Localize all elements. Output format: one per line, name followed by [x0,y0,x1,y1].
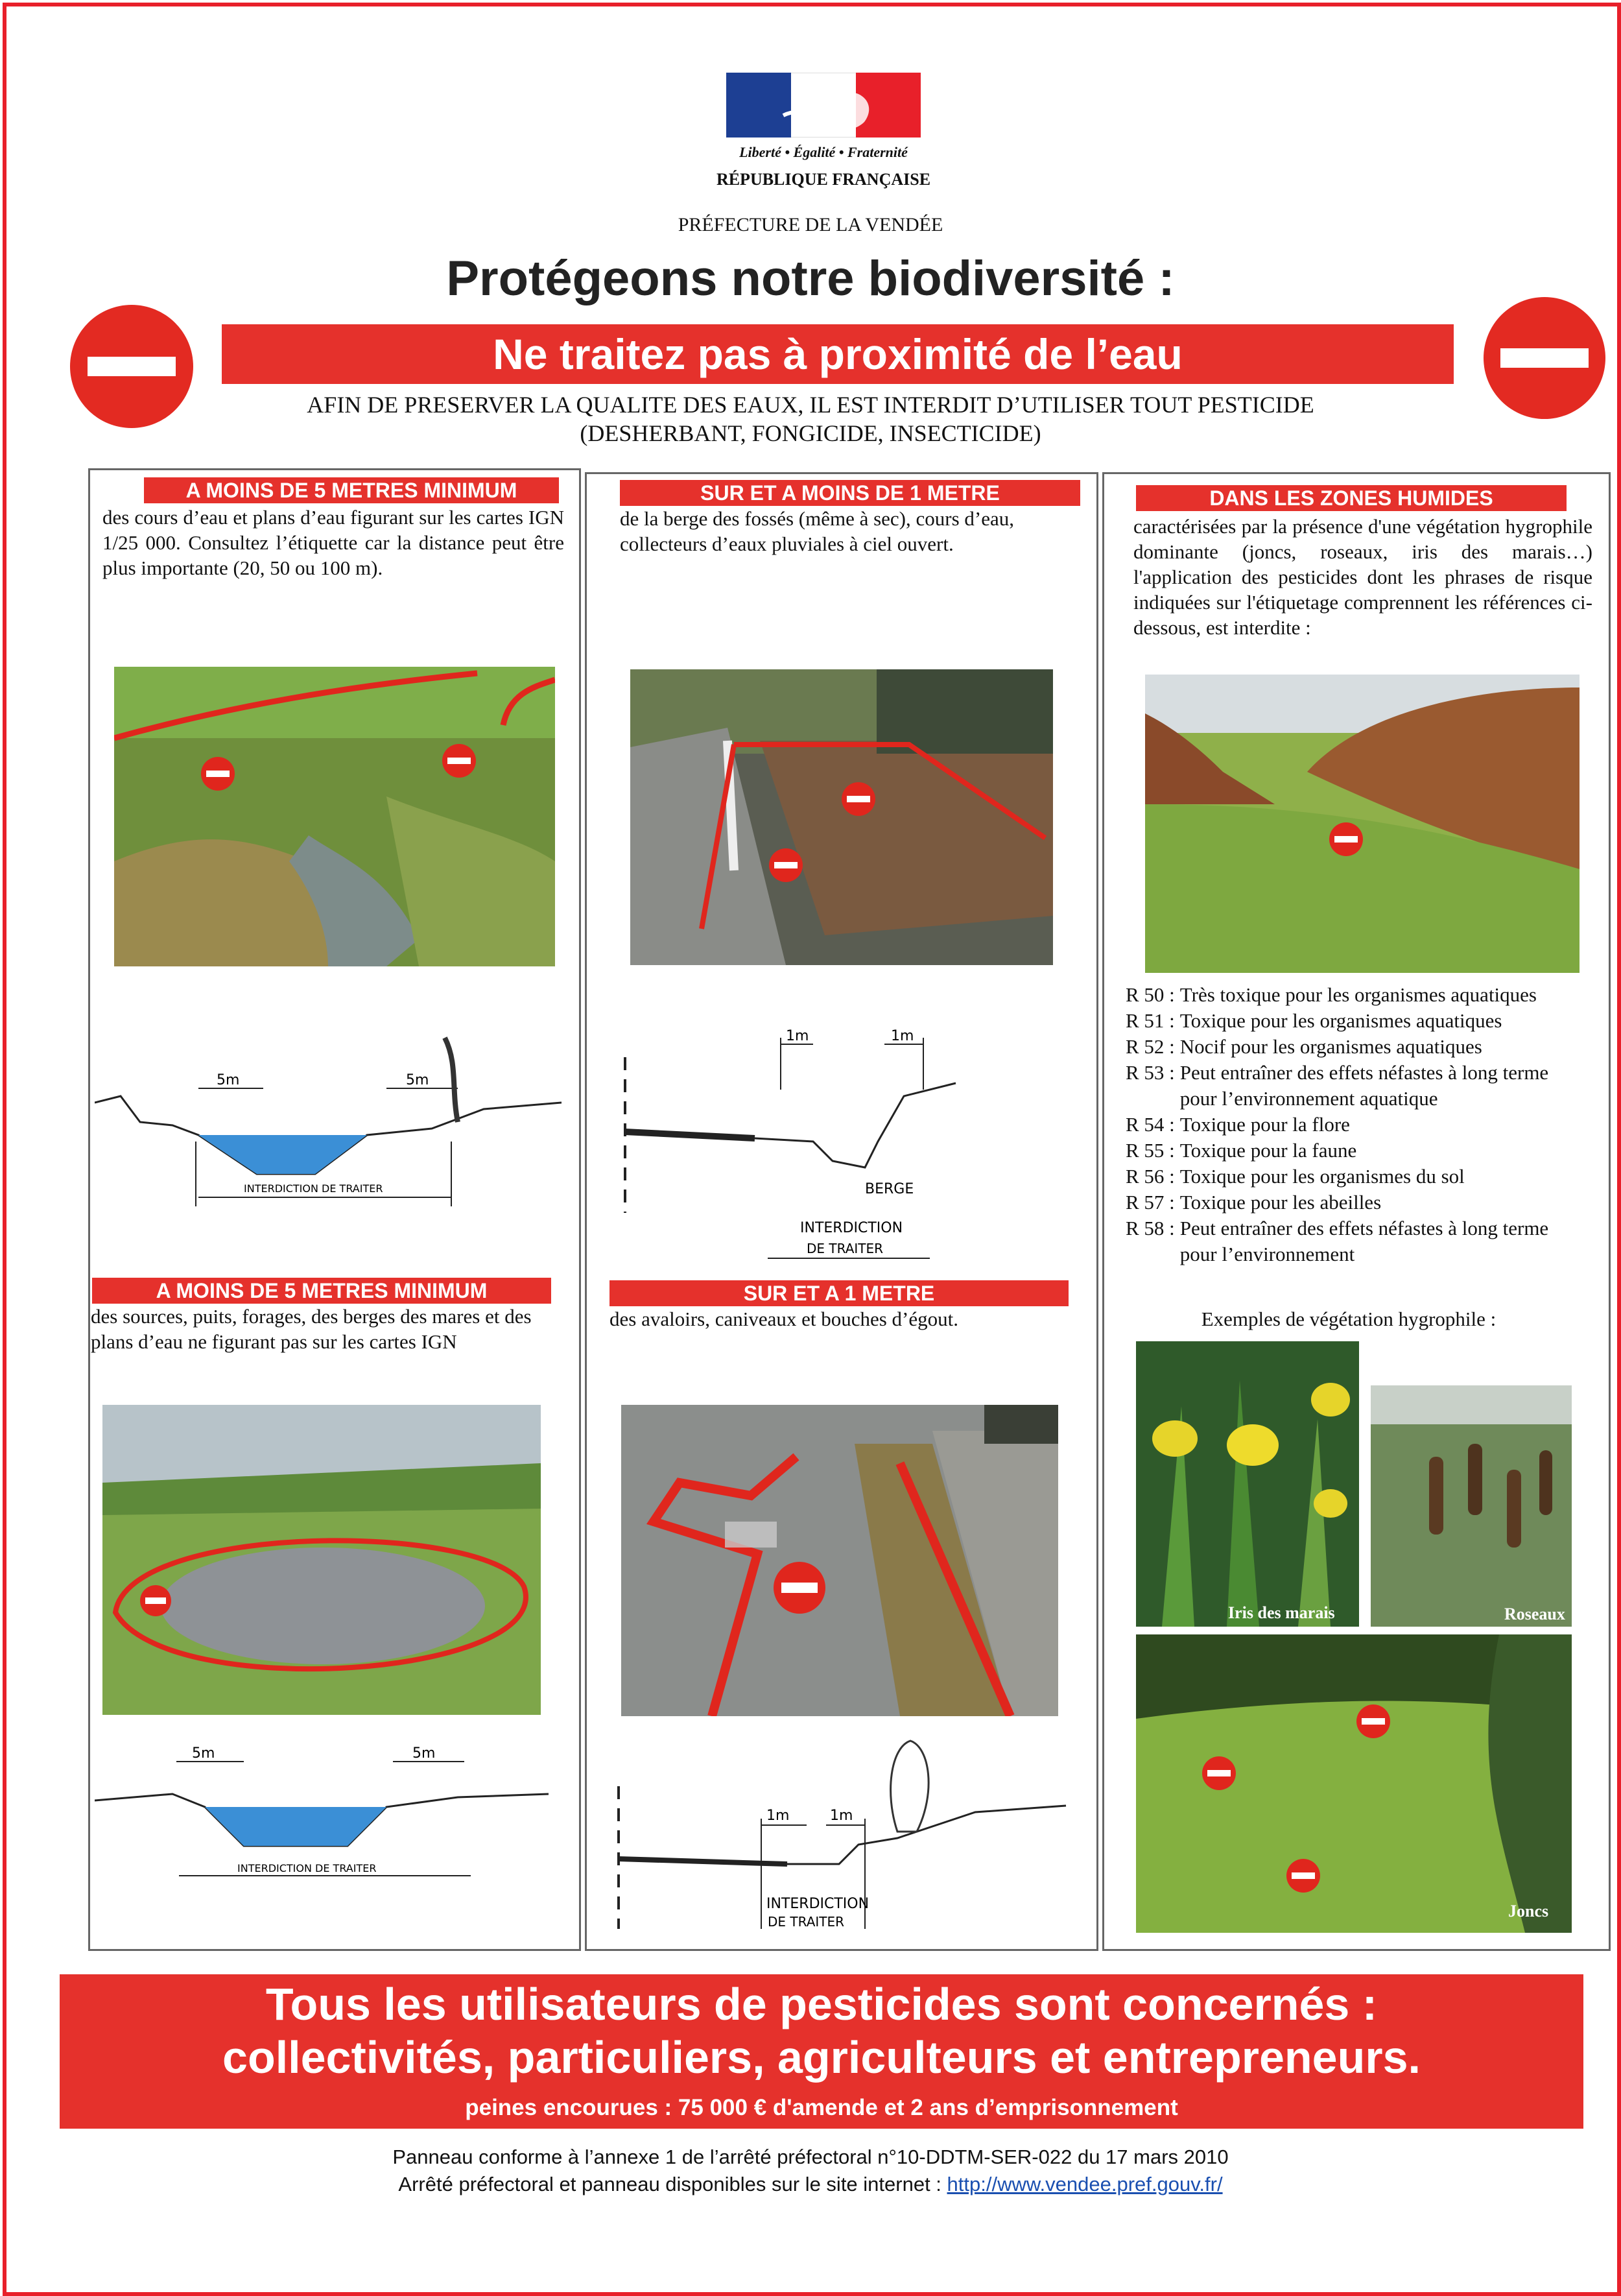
risk-phrase-item [1126,1060,1580,1112]
subtitle-line-1: AFIN DE PRESERVER LA QUALITE DES EAUX, IL EST INTERDIT D’UTILISER TOUT PESTICIDE [307,392,1314,418]
bottom-banner [60,1974,1583,2129]
marianne-profile-icon [757,77,893,135]
reeds-photo [1371,1385,1572,1627]
stream-photo-image [114,667,555,966]
cross-section-sketch [612,1715,1079,1935]
risk-description: Toxique pour les abeilles [1179,1191,1382,1214]
footer-line-1: Panneau conforme à l’annexe 1 de l’arrêté préfectoral n°10-DDTM-SER-022 du 17 mars 2010 [392,2146,1229,2168]
iris-photo-image [1136,1341,1359,1627]
prefecture-label: PRÉFECTURE DE LA VENDÉE [678,214,943,235]
cross-section-sketch [95,1723,549,1891]
risk-phrase-item [1126,1164,1580,1190]
risk-phrase-item [1126,1112,1580,1138]
drain-photo-image [621,1405,1058,1716]
risk-phrase-item [1126,1215,1580,1267]
distance-label: 1m [786,1028,809,1044]
section-header: SUR ET A 1 METRE [609,1280,1069,1306]
warning-banner: Ne traitez pas à proximité de l’eau [222,324,1454,384]
photo-caption: Iris des marais [1228,1603,1335,1622]
subtitle [195,390,1426,448]
risk-phrase-list [1126,982,1580,1267]
drain-photo [621,1405,1058,1716]
wetland-valley-photo [1145,675,1580,973]
risk-code: R 52 : [1126,1035,1175,1058]
distance-label: 5m [217,1072,240,1088]
cross-section-sketch [619,999,1085,1271]
prefecture-website-link[interactable]: http://www.vendee.pref.gouv.fr/ [947,2173,1223,2195]
iris-photo [1136,1341,1359,1627]
bottom-line-1: Tous les utilisateurs de pesticides sont concernés : [265,1979,1378,2029]
risk-code: R 53 : [1126,1061,1175,1084]
subtitle-line-2: (DESHERBANT, FONGICIDE, INSECTICIDE) [580,420,1041,446]
risk-phrase-item [1126,1008,1580,1034]
no-entry-sign-icon [70,305,193,428]
stream-photo [114,667,555,966]
distance-label: 5m [412,1745,436,1762]
risk-description: Nocif pour les organismes aquatiques [1179,1035,1482,1058]
risk-description: Toxique pour les organismes du sol [1179,1165,1465,1188]
section-header: A MOINS DE 5 METRES MINIMUM [92,1278,551,1304]
penalty-text: peines encourues : 75 000 € d'amende et 2 ans d’emprisonnement [465,2095,1178,2120]
risk-phrase-item [1126,1190,1580,1215]
footer-line-2 [195,2173,1426,2196]
section-header: A MOINS DE 5 METRES MINIMUM [144,477,559,503]
sketch-label: INTERDICTION DE TRAITER [244,1182,383,1195]
section-header: DANS LES ZONES HUMIDES [1136,485,1567,511]
pond-photo-image [102,1405,541,1715]
berge-label: BERGE [865,1181,914,1197]
section-header: SUR ET A MOINS DE 1 METRE [620,480,1080,506]
distance-label: 1m [891,1028,914,1044]
section-text: de la berge des fossés (même à sec), cours d’eau, collecteurs d’eaux pluviales à ciel ouvert. [620,507,1014,555]
footer-prefix: Arrêté préfectoral et panneau disponibles sur le site internet : [398,2173,947,2195]
ditch-photo [630,669,1053,965]
sketch-label: INTERDICTION [800,1220,903,1236]
sketch-label: INTERDICTION DE TRAITER [237,1862,377,1874]
logo-motto: Liberté • Égalité • Fraternité [739,144,908,160]
risk-code: R 51 : [1126,1009,1175,1032]
logo-republique-francaise: RÉPUBLIQUE FRANÇAISE [716,170,931,189]
no-entry-sign-icon [1484,297,1605,419]
distance-label: 5m [192,1745,215,1762]
pond-photo [102,1405,541,1715]
section-text: caractérisées par la présence d'une végétation hygrophile dominante (joncs, roseaux, iris des marais…) l'application des pesticides dont les phrases de risque indiquées sur l'étiquetage comprennent les références ci-dessous, est interdite : [1133,515,1592,639]
reeds-photo-image [1371,1385,1572,1627]
ditch-photo-image [630,669,1053,965]
risk-code: R 58 : [1126,1217,1175,1239]
risk-description: Toxique pour la faune [1179,1139,1357,1162]
examples-title: Exemples de végétation hygrophile : [1201,1308,1497,1330]
cross-section-sketch [95,1012,562,1206]
risk-description: Très toxique pour les organismes aquatiques [1179,983,1537,1006]
risk-code: R 55 : [1126,1139,1175,1162]
page-title: Protégeons notre biodiversité : [446,251,1175,306]
distance-label: 5m [406,1072,429,1088]
distance-label: 1m [830,1808,853,1824]
risk-phrase-item [1126,1138,1580,1164]
risk-phrase-item [1126,982,1580,1008]
bottom-line-2: collectivités, particuliers, agriculteurs et entrepreneurs. [222,2032,1421,2083]
risk-description: Peut entraîner des effets néfastes à long terme pour l’environnement [1179,1217,1549,1265]
rushes-photo [1136,1634,1572,1933]
sketch-label: DE TRAITER [807,1241,884,1256]
section-text: des avaloirs, caniveaux et bouches d’égout. [609,1308,959,1330]
section-text: des cours d’eau et plans d’eau figurant sur les cartes IGN 1/25 000. Consultez l’étiquette car la distance peut être plus importante (20, 50 ou 100 m). [102,506,564,579]
distance-label: 1m [766,1808,790,1824]
section-text: des sources, puits, forages, des berges des mares et des plans d’eau ne figurant pas sur les cartes IGN [91,1305,532,1353]
risk-code: R 50 : [1126,983,1175,1006]
photo-caption: Joncs [1508,1902,1549,1920]
sketch-label: INTERDICTION [766,1896,870,1912]
risk-description: Peut entraîner des effets néfastes à long terme pour l’environnement aquatique [1179,1061,1549,1110]
rushes-photo-image [1136,1634,1572,1933]
photo-caption: Roseaux [1504,1605,1565,1623]
wetland-valley-photo-image [1145,675,1580,973]
sketch-label: DE TRAITER [768,1914,845,1930]
risk-phrase-item [1126,1034,1580,1060]
risk-code: R 54 : [1126,1113,1175,1136]
risk-code: R 57 : [1126,1191,1175,1214]
risk-code: R 56 : [1126,1165,1175,1188]
risk-description: Toxique pour les organismes aquatiques [1179,1009,1502,1032]
risk-description: Toxique pour la flore [1179,1113,1350,1136]
